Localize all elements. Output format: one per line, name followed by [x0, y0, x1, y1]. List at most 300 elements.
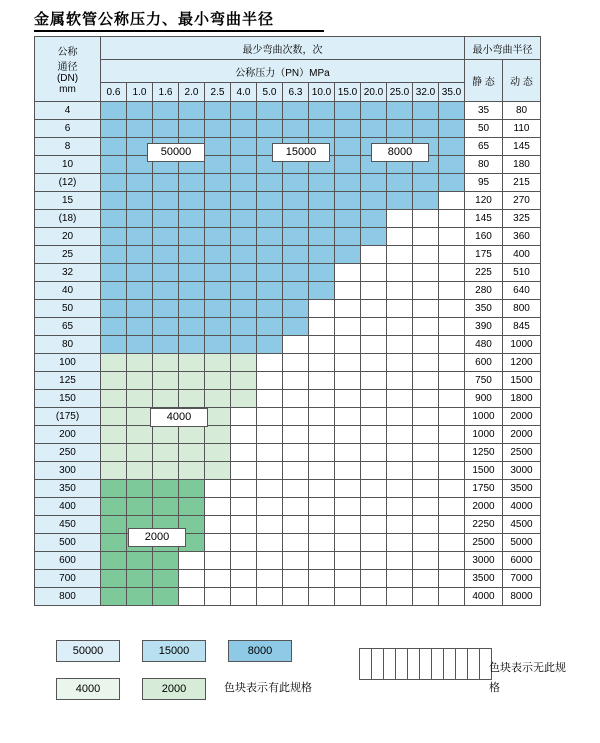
pressure-cell [309, 246, 335, 264]
dn-cell: 800 [35, 588, 101, 606]
pressure-cell [413, 210, 439, 228]
table-row [35, 534, 541, 552]
pressure-cell [179, 444, 205, 462]
pressure-cell [179, 120, 205, 138]
pressure-cell [101, 444, 127, 462]
pressure-cell [413, 570, 439, 588]
pressure-cell [335, 102, 361, 120]
dynamic-radius-cell: 180 [503, 156, 541, 174]
pressure-cell [179, 228, 205, 246]
pressure-cell [153, 210, 179, 228]
pressure-cell [101, 372, 127, 390]
pressure-cell [361, 102, 387, 120]
dynamic-radius-cell: 1200 [503, 354, 541, 372]
pressure-cell [387, 534, 413, 552]
pressure-cell [309, 480, 335, 498]
legend-box-15000: 15000 [142, 640, 206, 662]
pressure-cell [335, 192, 361, 210]
static-radius-cell: 175 [465, 246, 503, 264]
pressure-cell [439, 156, 465, 174]
pressure-cell [179, 174, 205, 192]
pressure-cell [335, 300, 361, 318]
pressure-cell [309, 120, 335, 138]
dynamic-radius-cell: 3500 [503, 480, 541, 498]
pressure-cell [413, 174, 439, 192]
pressure-cell [153, 300, 179, 318]
pressure-col-header: 1.0 [127, 83, 153, 102]
table-head [35, 37, 541, 102]
pressure-cell [231, 120, 257, 138]
pressure-cell [361, 228, 387, 246]
pressure-cell [309, 264, 335, 282]
pressure-cell [361, 498, 387, 516]
pressure-cell [101, 588, 127, 606]
pressure-cell [179, 570, 205, 588]
pressure-cell [179, 264, 205, 282]
pressure-col-header: 15.0 [335, 83, 361, 102]
pressure-cell [205, 264, 231, 282]
dn-header-line-4: mm [59, 84, 76, 95]
dn-cell: (12) [35, 174, 101, 192]
pressure-cell [413, 264, 439, 282]
pressure-cell [387, 264, 413, 282]
dynamic-radius-cell: 6000 [503, 552, 541, 570]
pressure-cell [309, 228, 335, 246]
pressure-cell [335, 354, 361, 372]
dn-cell: 450 [35, 516, 101, 534]
pressure-cell [127, 120, 153, 138]
dynamic-radius-cell: 845 [503, 318, 541, 336]
dn-cell: 40 [35, 282, 101, 300]
pressure-cell [361, 390, 387, 408]
pressure-cell [413, 336, 439, 354]
pressure-cell [283, 570, 309, 588]
pressure-cell [335, 426, 361, 444]
pressure-cell [153, 318, 179, 336]
pressure-cell [387, 210, 413, 228]
pressure-cell [309, 174, 335, 192]
pressure-cell [127, 552, 153, 570]
static-radius-cell: 50 [465, 120, 503, 138]
table-row [35, 372, 541, 390]
overlay-value: 8000 [371, 143, 429, 162]
pressure-cell [231, 102, 257, 120]
pressure-cell [439, 192, 465, 210]
static-radius-cell: 750 [465, 372, 503, 390]
dynamic-radius-cell: 800 [503, 300, 541, 318]
static-header: 静 态 [465, 60, 503, 102]
dn-cell: 700 [35, 570, 101, 588]
dynamic-radius-cell: 2500 [503, 444, 541, 462]
pressure-cell [361, 408, 387, 426]
pressure-cell [387, 498, 413, 516]
pressure-cell [361, 354, 387, 372]
pressure-cell [257, 336, 283, 354]
overlay-value: 50000 [147, 143, 205, 162]
static-radius-cell: 120 [465, 192, 503, 210]
pressure-cell [205, 480, 231, 498]
pressure-cell [153, 426, 179, 444]
table-row [35, 354, 541, 372]
pressure-cell [205, 192, 231, 210]
pressure-cell [413, 246, 439, 264]
pressure-cell [439, 264, 465, 282]
pressure-cell [283, 300, 309, 318]
pressure-cell [153, 192, 179, 210]
pressure-cell [439, 318, 465, 336]
pressure-cell [257, 354, 283, 372]
pressure-cell [101, 156, 127, 174]
pressure-cell [439, 372, 465, 390]
pressure-cell [205, 174, 231, 192]
pressure-cell [127, 570, 153, 588]
pressure-cell [231, 552, 257, 570]
pressure-cell [257, 408, 283, 426]
table-row [35, 336, 541, 354]
static-radius-cell: 2000 [465, 498, 503, 516]
pressure-cell [101, 246, 127, 264]
pressure-cell [439, 120, 465, 138]
pressure-cell [179, 552, 205, 570]
pressure-cell [413, 390, 439, 408]
pressure-cell [387, 588, 413, 606]
pressure-cell [387, 300, 413, 318]
pressure-cell [439, 390, 465, 408]
pressure-cell [257, 174, 283, 192]
dynamic-radius-cell: 270 [503, 192, 541, 210]
dn-cell: 6 [35, 120, 101, 138]
pressure-cell [127, 228, 153, 246]
pressure-cell [127, 390, 153, 408]
pressure-cell [413, 408, 439, 426]
pressure-cell [205, 156, 231, 174]
pressure-cell [179, 390, 205, 408]
dynamic-radius-cell: 80 [503, 102, 541, 120]
dn-header-line-3: (DN) [56, 73, 79, 84]
pressure-cell [283, 588, 309, 606]
dynamic-radius-cell: 1800 [503, 390, 541, 408]
dynamic-radius-cell: 360 [503, 228, 541, 246]
pressure-col-header: 1.6 [153, 83, 179, 102]
pressure-cell [283, 318, 309, 336]
pressure-cell [231, 174, 257, 192]
pressure-cell [179, 462, 205, 480]
pressure-cell [387, 336, 413, 354]
pressure-cell [283, 264, 309, 282]
pressure-cell [335, 516, 361, 534]
dn-cell: 25 [35, 246, 101, 264]
pressure-col-header: 5.0 [257, 83, 283, 102]
pressure-cell [257, 462, 283, 480]
pressure-cell [413, 120, 439, 138]
pressure-cell [205, 246, 231, 264]
pressure-cell [127, 192, 153, 210]
pressure-cell [387, 282, 413, 300]
pressure-cell [309, 354, 335, 372]
pressure-cell [413, 552, 439, 570]
pressure-cell [335, 282, 361, 300]
pressure-cell [127, 174, 153, 192]
table-row [35, 246, 541, 264]
pressure-cell [439, 354, 465, 372]
pressure-cell [387, 120, 413, 138]
pressure-cell [335, 174, 361, 192]
pressure-cell [361, 372, 387, 390]
pressure-cell [153, 282, 179, 300]
pressure-cell [413, 444, 439, 462]
pressure-cell [283, 174, 309, 192]
pressure-cell [205, 228, 231, 246]
pressure-cell [309, 282, 335, 300]
pressure-cell [257, 210, 283, 228]
pressure-cell [101, 138, 127, 156]
pressure-cell [361, 192, 387, 210]
pressure-cell [361, 588, 387, 606]
pressure-cell [335, 552, 361, 570]
pressure-cell [257, 228, 283, 246]
pressure-cell [127, 372, 153, 390]
pressure-cell [439, 462, 465, 480]
pressure-cell [179, 354, 205, 372]
pressure-cell [179, 318, 205, 336]
table-row [35, 462, 541, 480]
pressure-cell [101, 426, 127, 444]
table-row [35, 318, 541, 336]
pressure-cell [231, 246, 257, 264]
static-radius-cell: 145 [465, 210, 503, 228]
pressure-cell [413, 516, 439, 534]
pressure-cell [179, 210, 205, 228]
pressure-cell [101, 228, 127, 246]
pressure-cell [413, 462, 439, 480]
static-radius-cell: 600 [465, 354, 503, 372]
pressure-cell [231, 264, 257, 282]
pressure-cell [387, 354, 413, 372]
pressure-cell [127, 210, 153, 228]
pressure-cell [439, 426, 465, 444]
pressure-cell [439, 498, 465, 516]
pressure-cell [101, 174, 127, 192]
pressure-cell [179, 498, 205, 516]
table-row [35, 444, 541, 462]
dynamic-radius-cell: 325 [503, 210, 541, 228]
pressure-cell [309, 444, 335, 462]
dn-cell: 350 [35, 480, 101, 498]
pressure-cell [205, 336, 231, 354]
pressure-cell [309, 318, 335, 336]
static-radius-cell: 280 [465, 282, 503, 300]
pressure-cell [231, 588, 257, 606]
dynamic-radius-cell: 2000 [503, 408, 541, 426]
overlay-value: 15000 [272, 143, 330, 162]
pressure-cell [387, 462, 413, 480]
pressure-cell [231, 480, 257, 498]
pressure-cell [309, 570, 335, 588]
pressure-cell [231, 516, 257, 534]
pressure-cell [413, 372, 439, 390]
pressure-cell [361, 336, 387, 354]
pressure-cell [231, 426, 257, 444]
spec-table [34, 36, 541, 606]
pressure-cell [309, 534, 335, 552]
pressure-cell [439, 210, 465, 228]
pressure-cell [387, 408, 413, 426]
pressure-cell [257, 570, 283, 588]
pressure-col-header: 20.0 [361, 83, 387, 102]
static-radius-cell: 1250 [465, 444, 503, 462]
dynamic-radius-cell: 640 [503, 282, 541, 300]
pressure-cell [413, 480, 439, 498]
pressure-cell [205, 102, 231, 120]
pressure-cell [361, 534, 387, 552]
pressure-cell [387, 426, 413, 444]
dn-cell: 8 [35, 138, 101, 156]
pressure-cell [101, 408, 127, 426]
table-row [35, 264, 541, 282]
pressure-cell [231, 390, 257, 408]
pressure-cell [387, 246, 413, 264]
pressure-cell [101, 192, 127, 210]
static-radius-cell: 3500 [465, 570, 503, 588]
pressure-cell [257, 390, 283, 408]
pressure-cell [101, 282, 127, 300]
pressure-cell [205, 120, 231, 138]
table-row [35, 174, 541, 192]
pressure-cell [101, 120, 127, 138]
pressure-cell [101, 498, 127, 516]
table-row [35, 480, 541, 498]
pressure-cell [257, 516, 283, 534]
pressure-cell [127, 462, 153, 480]
static-radius-cell: 390 [465, 318, 503, 336]
pressure-cell [153, 246, 179, 264]
table-row [35, 102, 541, 120]
pressure-cell [231, 228, 257, 246]
pressure-cell [283, 516, 309, 534]
table-row [35, 498, 541, 516]
pressure-cell [387, 444, 413, 462]
pressure-cell [309, 408, 335, 426]
pressure-cell [205, 498, 231, 516]
table-row [35, 588, 541, 606]
table-row [35, 300, 541, 318]
pressure-cell [283, 354, 309, 372]
static-radius-cell: 95 [465, 174, 503, 192]
pressure-cell [309, 552, 335, 570]
static-radius-cell: 225 [465, 264, 503, 282]
pressure-cell [283, 102, 309, 120]
pressure-cell [413, 318, 439, 336]
pressure-cell [153, 372, 179, 390]
pressure-cell [439, 174, 465, 192]
pressure-cell [127, 282, 153, 300]
table-row [35, 408, 541, 426]
pressure-cell [205, 300, 231, 318]
table-row [35, 426, 541, 444]
bend-count-header: 最少弯曲次数，次 [101, 37, 465, 60]
pressure-cell [283, 282, 309, 300]
pressure-cell [387, 228, 413, 246]
pressure-cell [101, 102, 127, 120]
dn-cell: 250 [35, 444, 101, 462]
dynamic-radius-cell: 145 [503, 138, 541, 156]
pressure-cell [309, 516, 335, 534]
pressure-col-header: 2.0 [179, 83, 205, 102]
pressure-cell [153, 264, 179, 282]
pressure-cell [127, 498, 153, 516]
pressure-cell [413, 354, 439, 372]
pressure-cell [309, 210, 335, 228]
dynamic-radius-cell: 1500 [503, 372, 541, 390]
dn-cell: (175) [35, 408, 101, 426]
table-body [35, 102, 541, 606]
static-radius-cell: 160 [465, 228, 503, 246]
pressure-cell [101, 552, 127, 570]
pressure-cell [127, 588, 153, 606]
pressure-cell [387, 102, 413, 120]
pressure-cell [101, 300, 127, 318]
pressure-cell [153, 498, 179, 516]
overlay-value: 4000 [150, 408, 208, 427]
pressure-cell [387, 516, 413, 534]
pressure-col-header: 10.0 [309, 83, 335, 102]
pressure-cell [309, 192, 335, 210]
pressure-cell [101, 570, 127, 588]
pressure-cell [439, 480, 465, 498]
pressure-cell [309, 588, 335, 606]
dynamic-header: 动 态 [503, 60, 541, 102]
pressure-col-header: 2.5 [205, 83, 231, 102]
pressure-cell [283, 408, 309, 426]
pressure-cell [413, 534, 439, 552]
pressure-cell [231, 498, 257, 516]
pressure-cell [153, 480, 179, 498]
legend-note-has-spec: 色块表示有此规格 [224, 681, 312, 694]
pressure-cell [231, 300, 257, 318]
dn-cell: 125 [35, 372, 101, 390]
pressure-cell [335, 480, 361, 498]
pressure-cell [257, 552, 283, 570]
pressure-col-header: 25.0 [387, 83, 413, 102]
dynamic-radius-cell: 5000 [503, 534, 541, 552]
static-radius-cell: 65 [465, 138, 503, 156]
pressure-cell [387, 192, 413, 210]
pressure-cell [283, 462, 309, 480]
pressure-cell [413, 426, 439, 444]
pressure-cell [257, 426, 283, 444]
pressure-cell [335, 444, 361, 462]
static-radius-cell: 2500 [465, 534, 503, 552]
pressure-cell [101, 534, 127, 552]
dynamic-radius-cell: 8000 [503, 588, 541, 606]
static-radius-cell: 1000 [465, 408, 503, 426]
table-row [35, 516, 541, 534]
pressure-cell [257, 444, 283, 462]
pressure-cell [439, 588, 465, 606]
dn-cell: (18) [35, 210, 101, 228]
pressure-cell [335, 462, 361, 480]
pressure-cell [361, 300, 387, 318]
table-row [35, 228, 541, 246]
dynamic-radius-cell: 3000 [503, 462, 541, 480]
pressure-cell [179, 372, 205, 390]
pressure-col-header: 32.0 [413, 83, 439, 102]
pressure-cell [257, 534, 283, 552]
pressure-cell [439, 516, 465, 534]
legend-note-no-spec: 色块表示无此规格 [489, 661, 566, 694]
pressure-cell [283, 498, 309, 516]
pressure-cell [127, 102, 153, 120]
